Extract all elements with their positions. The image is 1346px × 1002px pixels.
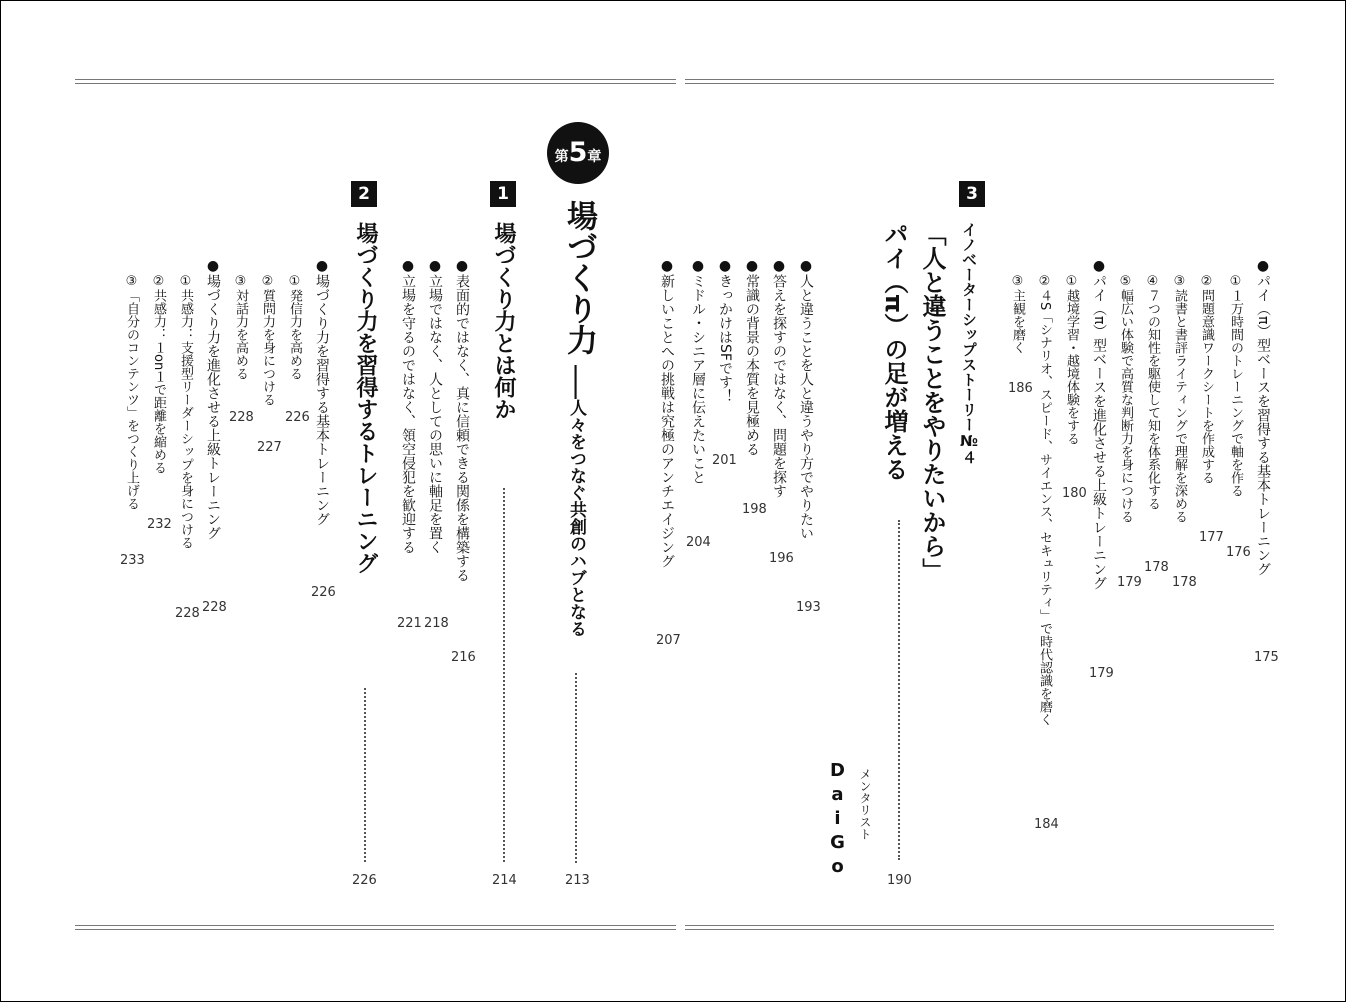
page-number: 177 [1199, 530, 1224, 545]
section-title[interactable]: 場づくり力を習得するトレーニング [353, 222, 378, 574]
bottom-rule-left [75, 925, 676, 930]
page-number: 204 [686, 535, 711, 550]
toc-entry[interactable]: ①越境学習・越境体験をする [1064, 274, 1079, 445]
page-number: 193 [796, 600, 821, 615]
toc-entry[interactable]: ①発信力を高める [287, 274, 302, 380]
page-number: 186 [1008, 381, 1033, 396]
section-title[interactable]: パイ（π）の足が増える [880, 222, 908, 481]
page-number: 179 [1089, 666, 1114, 681]
chapter-badge: 第5章 [547, 122, 609, 184]
page-number: 214 [492, 873, 517, 888]
page-number: 178 [1144, 560, 1169, 575]
toc-entry[interactable]: ●パイ（π）型ベースを進化させる上級トレーニング [1091, 258, 1107, 591]
author-role: メンタリスト [858, 768, 872, 840]
toc-entry[interactable]: ③「自分のコンテンツ」をつくり上げる [124, 274, 139, 510]
toc-entry[interactable]: ●人と違うことを人と違うやり方でやりたい [798, 258, 814, 540]
page-number: 227 [257, 440, 282, 455]
toc-entry[interactable]: ②共感力：１on１で距離を縮める [151, 274, 166, 475]
page-number: 233 [120, 553, 145, 568]
page-number: 213 [565, 873, 590, 888]
page-number: 198 [742, 502, 767, 517]
page-number: 228 [229, 410, 254, 425]
page-number: 207 [656, 633, 681, 648]
toc-entry[interactable]: ●ミドル・シニア層に伝えたいこと [690, 258, 706, 484]
author-name: DaiGo [827, 760, 848, 880]
chapter-subtitle: ――人々をつなぐ共創のハブとなる [566, 365, 586, 637]
page-number: 228 [175, 606, 200, 621]
toc-entry[interactable]: ●立場ではなく、人としての思いに軸足を置く [427, 258, 443, 554]
toc-entry[interactable]: ●場づくり力を習得する基本トレーニング [314, 258, 330, 526]
page-number: 221 [397, 616, 422, 631]
toc-entry[interactable]: ②４S「シナリオ、スピード、サイエンス、セキュリティ」で時代認識を磨く [1037, 274, 1052, 727]
page-number: 176 [1226, 545, 1251, 560]
bottom-rule-right [685, 925, 1274, 930]
series-label: イノベーターシップストーリー№４ [960, 222, 978, 465]
section-number-badge: 2 [351, 181, 377, 207]
toc-entry[interactable]: ●立場を守るのではなく、領空侵犯を歓迎する [400, 258, 416, 554]
page-number: 175 [1254, 650, 1279, 665]
page-number: 226 [285, 410, 310, 425]
chapter-title[interactable]: 場づくり力 [561, 200, 597, 355]
leader-dots [898, 520, 900, 860]
top-rule-left [75, 79, 676, 84]
toc-entry[interactable]: ●パイ（π）型ベースを習得する基本トレーニング [1255, 258, 1271, 577]
page-number: 228 [202, 600, 227, 615]
toc-entry[interactable]: ●答えを探すのではなく、問題を探す [771, 258, 787, 498]
page-number: 178 [1172, 575, 1197, 590]
page-number: 226 [352, 873, 377, 888]
toc-entry[interactable]: ●常識の背景の本質を見極める [744, 258, 760, 456]
section-number-badge: 3 [959, 181, 985, 207]
toc-entry[interactable]: ⑤幅広い体験で高質な判断力を身につける [1118, 274, 1133, 523]
section-number-badge: 1 [490, 181, 516, 207]
leader-dots [575, 673, 577, 863]
section-title[interactable]: 場づくり力とは何か [491, 222, 516, 420]
toc-entry[interactable]: ③主観を磨く [1010, 274, 1025, 354]
toc-entry[interactable]: ③読書と書評ライティングで理解を深める [1172, 274, 1187, 523]
page-number: 226 [311, 585, 336, 600]
page-number: 216 [451, 650, 476, 665]
toc-entry[interactable]: ③対話力を高める [233, 274, 248, 380]
toc-entry[interactable]: ①１万時間のトレーニングで軸を作る [1228, 274, 1243, 497]
toc-entry[interactable]: ①共感力：支援型リーダーシップを身につける [178, 274, 193, 549]
leader-dots [364, 688, 366, 862]
toc-entry[interactable]: ●新しいことへの挑戦は究極のアンチエイジング [659, 258, 675, 568]
page-number: 196 [769, 551, 794, 566]
toc-entry[interactable]: ②質問力を身につける [260, 274, 275, 406]
page-number: 190 [887, 873, 912, 888]
toc-entry[interactable]: ②問題意識ワークシートを作成する [1199, 274, 1214, 484]
page-number: 179 [1117, 575, 1142, 590]
toc-entry[interactable]: ●場づくり力を進化させる上級トレーニング [205, 258, 221, 540]
page-number: 201 [712, 453, 737, 468]
toc-entry[interactable]: ●きっかけはSFです！ [717, 258, 733, 403]
page-number: 184 [1034, 817, 1059, 832]
page-number: 218 [424, 616, 449, 631]
toc-entry[interactable]: ④７つの知性を駆使して知を体系化する [1145, 274, 1160, 510]
leader-dots [503, 488, 505, 862]
top-rule-right [685, 79, 1274, 84]
page-number: 232 [147, 517, 172, 532]
page-number: 180 [1062, 486, 1087, 501]
toc-entry[interactable]: ●表面的ではなく、真に信頼できる関係を構築する [454, 258, 470, 582]
section-title[interactable]: 「人と違うことをやりたいから」 [918, 222, 946, 582]
